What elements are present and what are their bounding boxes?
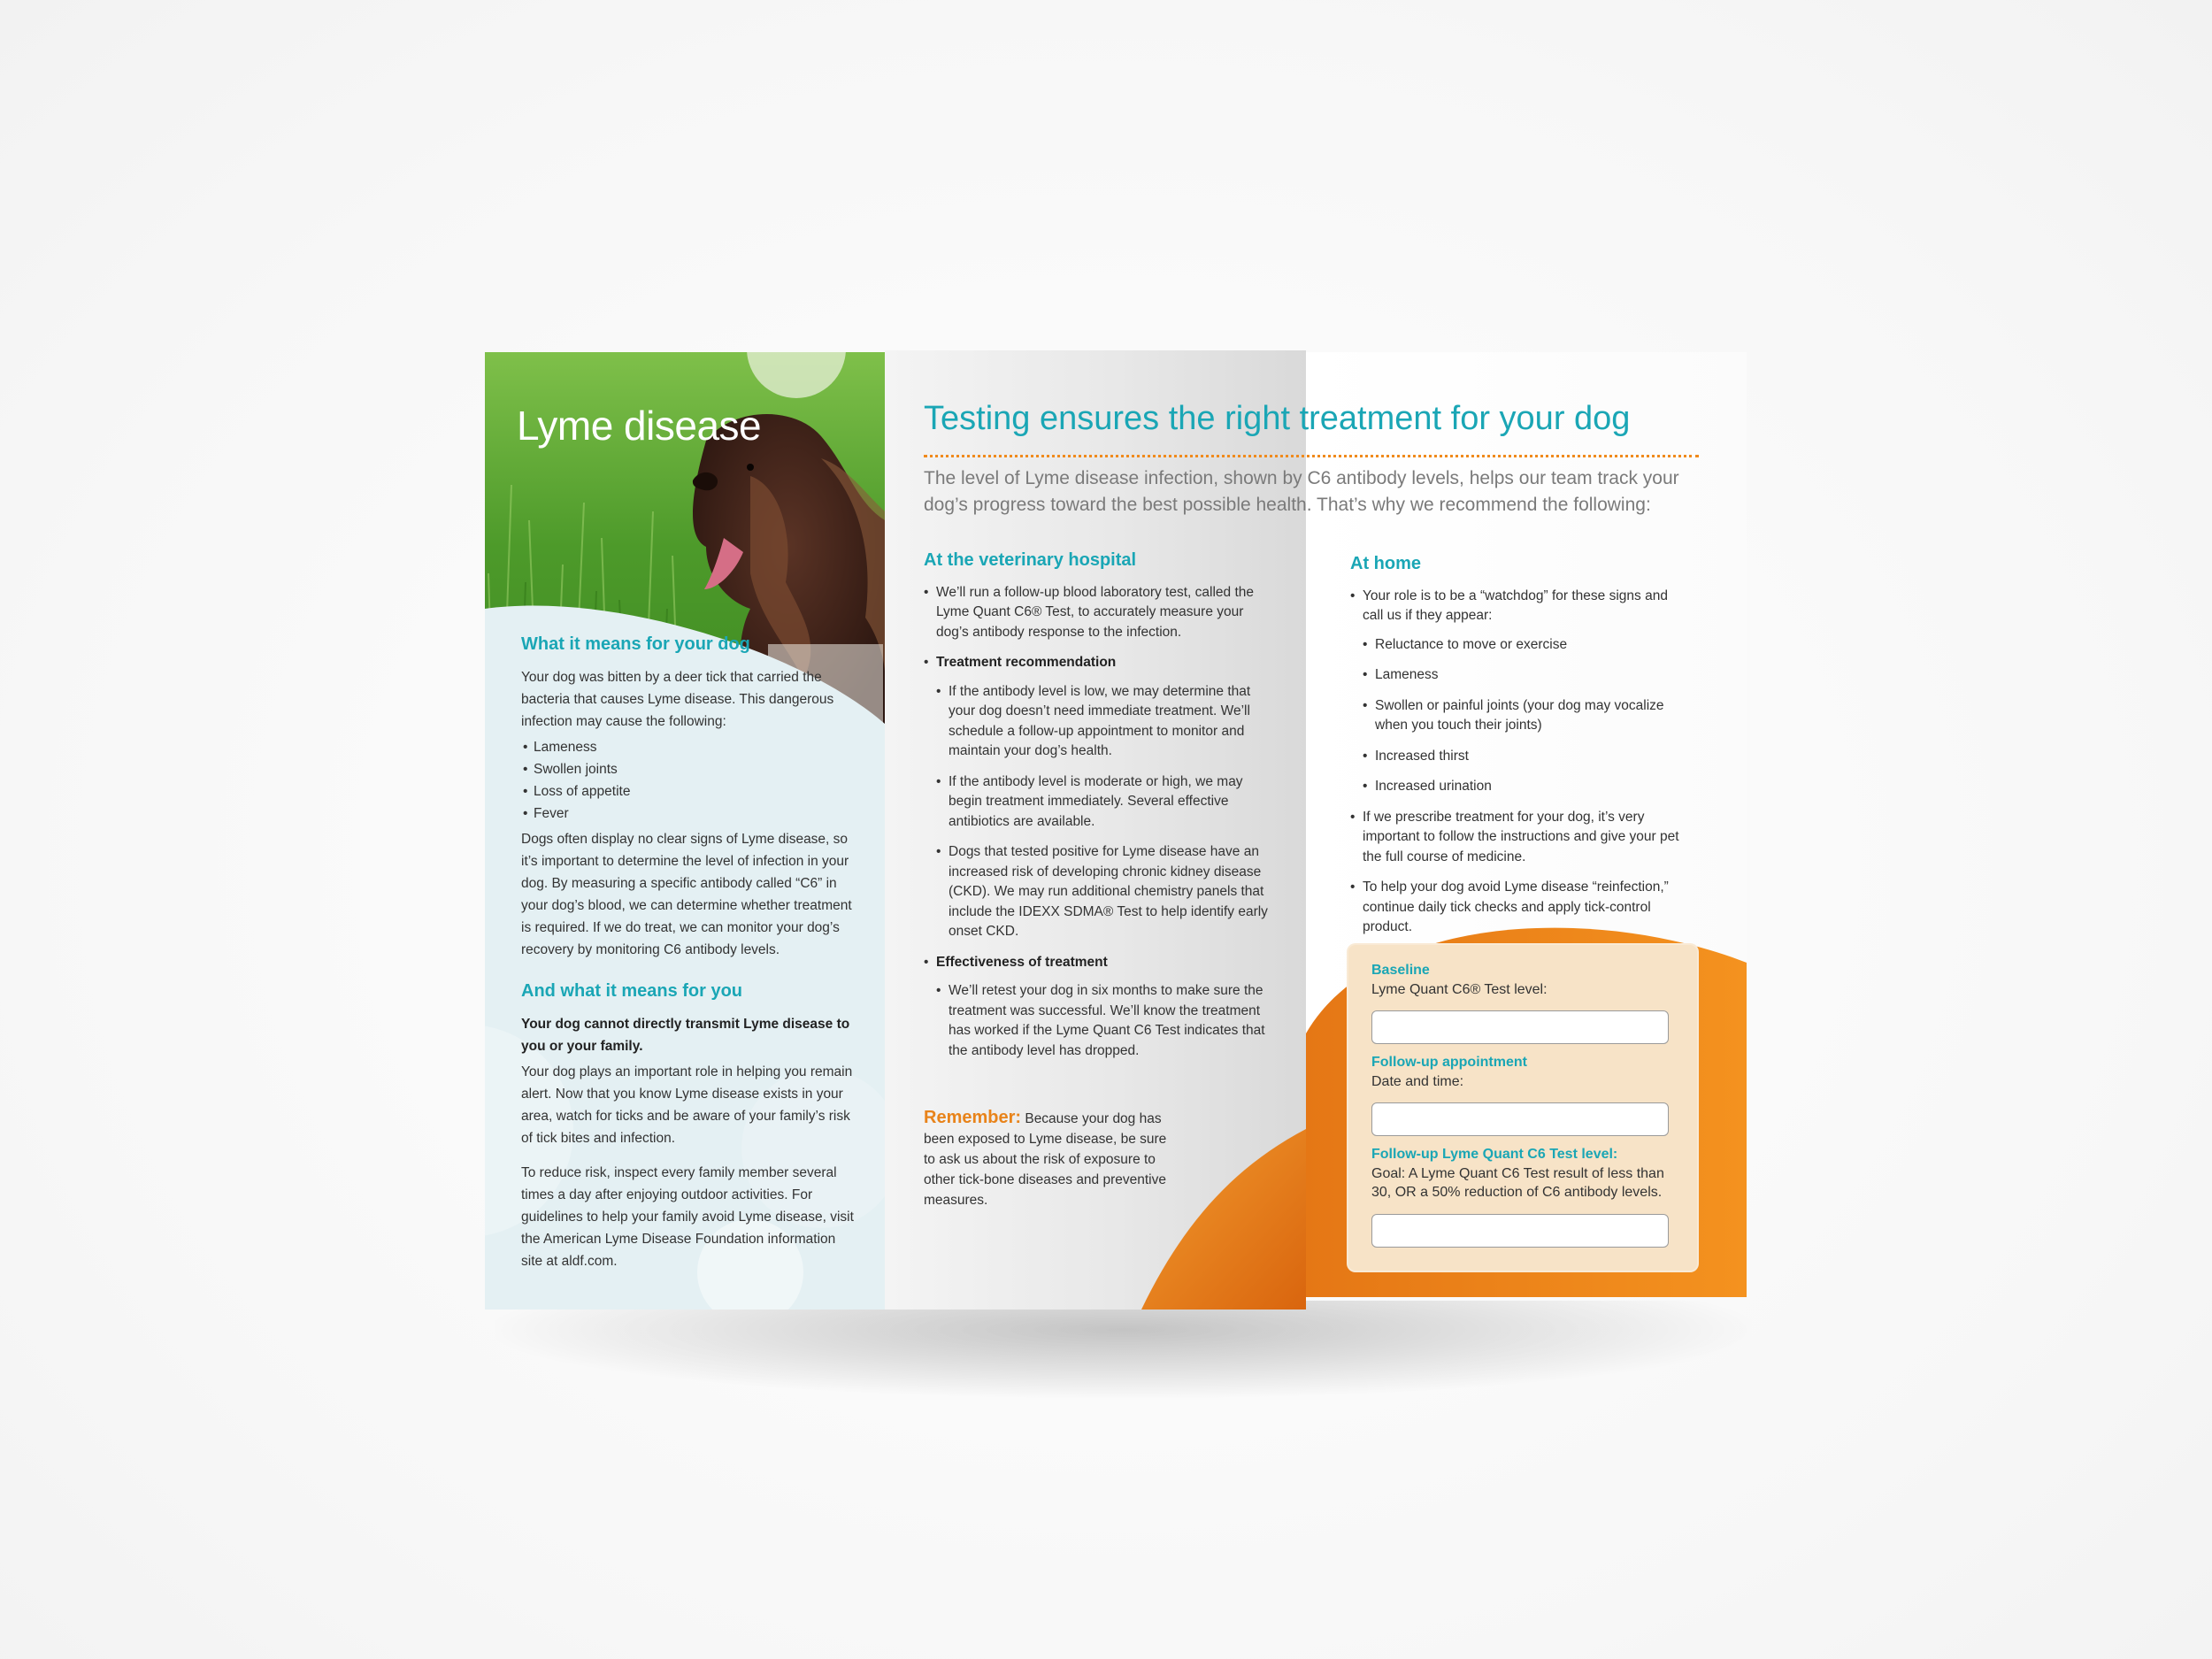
list-item: [924, 953, 1271, 1062]
tracking-form: [1347, 943, 1699, 1272]
list-item: • If the antibody level is moderate or high, we may begin treatment immediately. Several effective antibiotics are available.: [936, 772, 1271, 833]
followup-test-input[interactable]: [1371, 1214, 1669, 1248]
list-item: • Lameness: [521, 736, 857, 758]
list-item: [924, 653, 1271, 942]
followup-test-text: Goal: A Lyme Quant C6 Test result of less than 30, OR a 50% reduction of C6 antibody levels.: [1371, 1166, 1664, 1200]
list-item: • Loss of appetite: [521, 780, 857, 803]
dotted-divider: [924, 455, 1699, 457]
home-heading: At home: [1350, 554, 1421, 573]
left-panel: [485, 352, 885, 1310]
baseline-input[interactable]: [1371, 1010, 1669, 1044]
spread-title: Testing ensures the right treatment for your dog: [924, 400, 1631, 437]
section1-intro: Your dog was bitten by a deer tick that carried the bacteria that causes Lyme disease. This dangerous infection may cause the following:: [521, 670, 834, 729]
list-item: • Lameness: [1363, 665, 1690, 686]
followup-text: Date and time:: [1371, 1074, 1464, 1089]
followup-label: Follow-up appointment: [1371, 1055, 1527, 1070]
remember-text: Because your dog has been exposed to Lyme disease, be sure to ask us about the risk of exposure to other tick-bone diseases and preventive measures.: [924, 1111, 1167, 1208]
baseline-text: Lyme Quant C6® Test level:: [1371, 982, 1548, 997]
vet-column: [924, 550, 1271, 1071]
spread-intro: The level of Lyme disease infection, shown by C6 antibody levels, helps our team track your dog’s progress toward the best possible health. That’s why we recommend the following:: [924, 468, 1679, 515]
section-heading-you: And what it means for you: [521, 981, 743, 1001]
followup-test-label: Follow-up Lyme Quant C6 Test level:: [1371, 1147, 1618, 1162]
list-item: [1350, 587, 1690, 797]
baseline-label: Baseline: [1371, 963, 1430, 978]
left-body: [521, 634, 857, 1276]
list-item: • We’ll retest your dog in six months to make sure the treatment was successful. We’ll know the treatment has worked if the Lyme Quant C6 Test indicates that the antibody level has dropped.: [936, 981, 1271, 1061]
panel-title: Lyme disease: [517, 403, 762, 449]
list-item: • Swollen or painful joints (your dog may vocalize when you touch their joints): [1363, 696, 1690, 736]
list-item: • Increased urination: [1363, 777, 1690, 797]
list-item: • To help your dog avoid Lyme disease “reinfection,” continue daily tick checks and apply tick-control product.: [1350, 878, 1690, 938]
symptom-list: [521, 736, 857, 825]
list-item: • Fever: [521, 803, 857, 825]
list-item: • We’ll run a follow-up blood laboratory test, called the Lyme Quant C6® Test, to accurately measure your dog’s antibody response to the infection.: [924, 583, 1271, 643]
section1-paragraph: Dogs often display no clear signs of Lyme disease, so it’s important to determine the level of infection in your dog. By measuring a specific antibody called “C6” in your dog’s blood, we can determine whether treatment is required. If we do treat, we can monitor your dog’s recovery by monitoring C6 antibody levels.: [521, 832, 852, 957]
list-item: • Reluctance to move or exercise: [1363, 635, 1690, 656]
vet-heading: At the veterinary hospital: [924, 550, 1137, 570]
treatment-heading: Treatment recommendation: [936, 655, 1117, 670]
remember-note: [924, 1108, 1171, 1210]
list-item: • Increased thirst: [1363, 747, 1690, 767]
section-heading-dog: What it means for your dog: [521, 634, 750, 654]
list-item: • If we prescribe treatment for your dog, it’s very important to follow the instructions and give your pet the full course of medicine.: [1350, 808, 1690, 868]
followup-date-input[interactable]: [1371, 1102, 1669, 1136]
home-item1-text: Your role is to be a “watchdog” for these signs and call us if they appear:: [1363, 588, 1668, 623]
section2-paragraph2: To reduce risk, inspect every family member several times a day after enjoying outdoor activities. For guidelines to help your family avoid Lyme disease, visit the American Lyme Disease Foundation information site at aldf.com.: [521, 1165, 854, 1269]
list-item: • Dogs that tested positive for Lyme disease have an increased risk of developing chronic kidney disease (CKD). We may run additional chemistry panels that include the IDEXX SDMA® Test to help identify early onset CKD.: [936, 842, 1271, 942]
brochure-shadow: [495, 1301, 1752, 1398]
section2-paragraph1: Your dog plays an important role in helping you remain alert. Now that you know Lyme disease exists in your area, watch for ticks and be aware of your family’s risk of tick bites and infection.: [521, 1064, 853, 1146]
list-item: • Swollen joints: [521, 758, 857, 780]
home-column: [1350, 554, 1690, 949]
list-item: • If the antibody level is low, we may determine that your dog doesn’t need immediate treatment. We’ll schedule a follow-up appointment to monitor and maintain your dog’s health.: [936, 682, 1271, 762]
remember-label: Remember:: [924, 1108, 1022, 1127]
effectiveness-heading: Effectiveness of treatment: [936, 954, 1108, 970]
section2-bold: Your dog cannot directly transmit Lyme disease to you or your family.: [521, 1017, 850, 1054]
